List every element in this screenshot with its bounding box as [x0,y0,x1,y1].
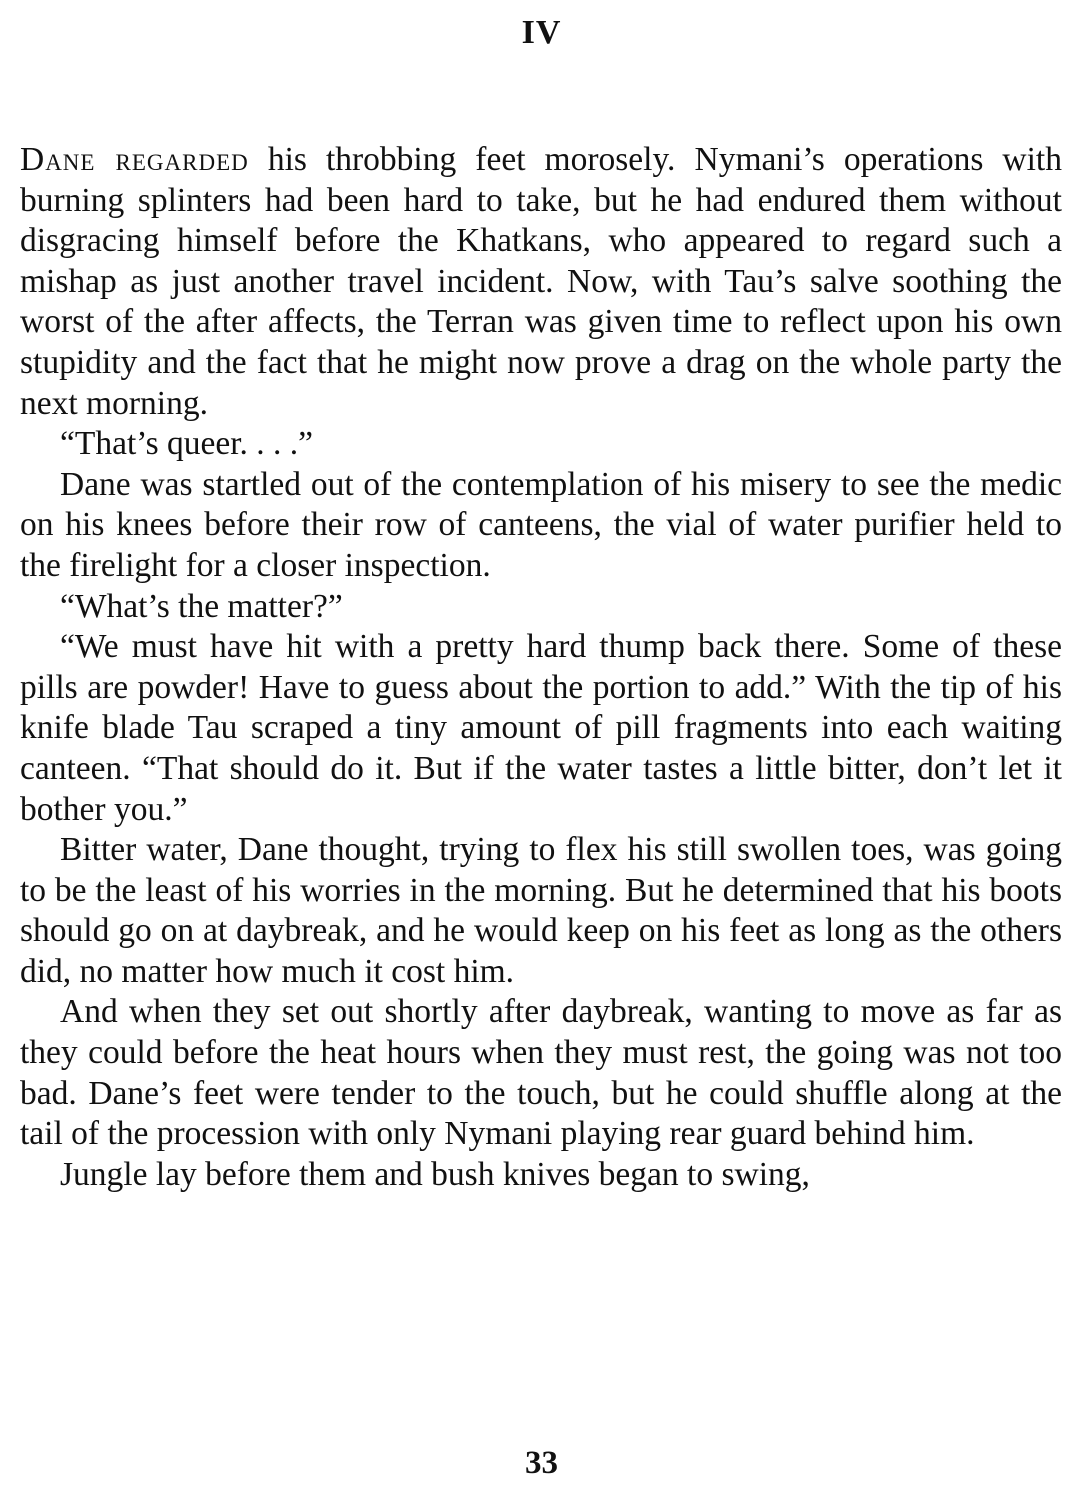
paragraph-8: Jungle lay before them and bush knives began to swing, [60,1155,810,1193]
chapter-heading: IV [521,14,562,51]
page-number: 33 [525,1445,558,1481]
paragraph-2: “That’s queer. . . .” [60,425,314,463]
paragraph-7: And when they set out shortly after daybreak, wanting to move as far as they could before the heat hours when they must rest, the going was not too bad. Dane’s feet were tender to the touch, but he could shuffle along at the tail of the procession with only Nymani playing rear guard behind him. [20,993,1062,1153]
opening-small-caps: Dane regarded [20,141,249,178]
paragraph-6: Bitter water, Dane thought, trying to flex his still swollen toes, was going to be the least of his worries in the morning. But he determined that his boots should go on at daybreak, and he would keep on his feet as long as the others did, no matter how much it cost him. [20,831,1062,990]
body-text [20,140,1062,1195]
paragraph-4: “What’s the matter?” [60,587,343,625]
paragraph-5: “We must have hit with a pretty hard thump back there. Some of these pills are powder! Have to guess about the portion to add.” With the tip of his knife blade Tau scraped a tiny amount of pill fragments into each waiting canteen. “That should do it. But if the water tastes a little bitter, don’t let it bother you.” [20,628,1062,828]
paragraph-1 [20,140,1062,424]
paragraph-3: Dane was startled out of the contemplation of his misery to see the medic on his knees before their row of canteens, the vial of water purifier held to the firelight for a closer inspection. [20,465,1062,584]
paragraph-1-text: his throbbing feet morosely. Nymani’s operations with burning splinters had been hard to take, but he had endured them without disgracing himself before the Khatkans, who appeared to regard such a mishap as just another travel incident. Now, with Tau’s salve soothing the worst of the after affects, the Terran was given time to reflect upon his own stupidity and the fact that he might now prove a drag on the whole party the next morning. [20,141,1062,422]
